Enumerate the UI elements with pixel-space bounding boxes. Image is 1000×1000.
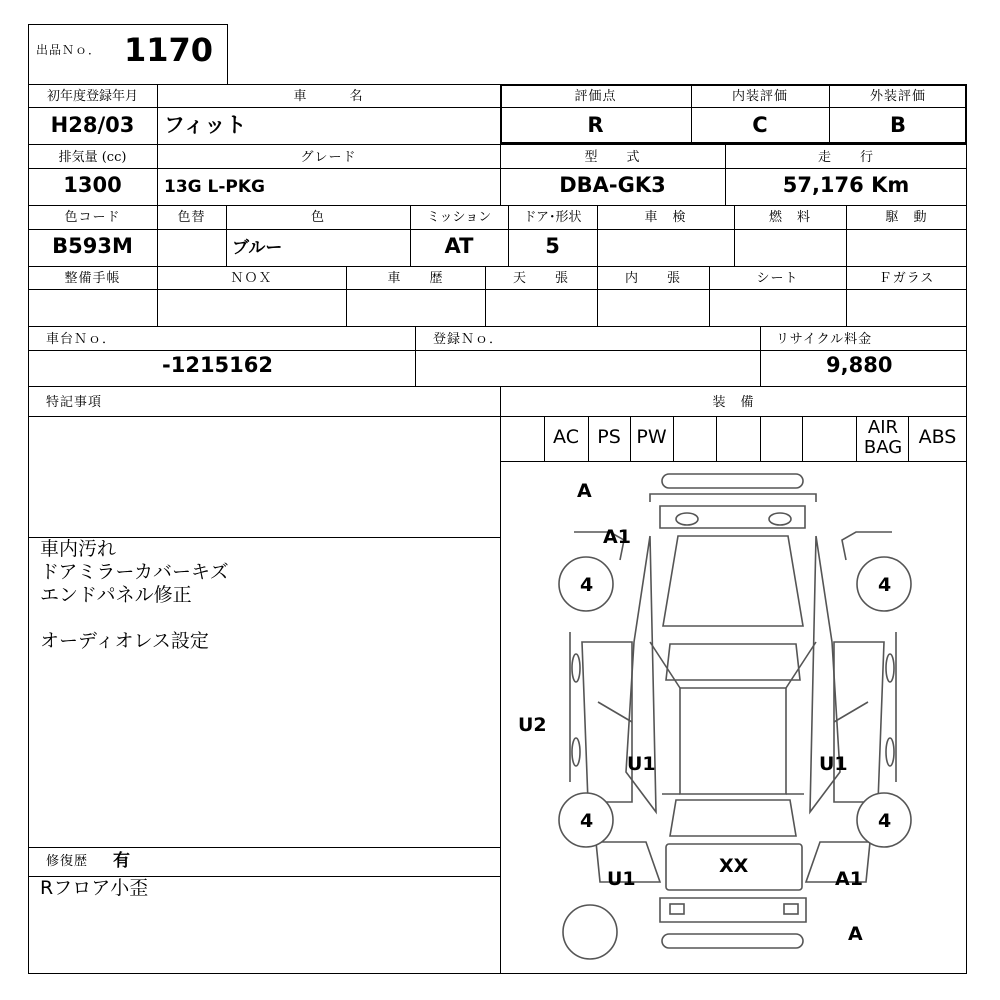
tire-mark-rear-left: 4 [580,810,594,832]
score-label: 評価点 [574,89,617,104]
damage-trunk: XX [719,855,749,877]
damage-rear-right: A1 [835,868,863,890]
damage-rear-bumper: A [848,923,863,945]
sunroof-label: 天 張 [512,271,569,286]
nox-label: ＮＯＸ [230,271,273,286]
first-registration-label: 初年度登録年月 [46,89,138,104]
first-registration-value: H28/03 [50,113,135,137]
color-code-value: B593M [52,234,133,258]
equipment-airbag: AIR BAG [863,417,903,458]
interior-grade-label: 内装評価 [731,89,788,104]
special-notes-label: 特記事項 [46,395,103,410]
note-line: エンドパネル修正 [40,584,192,606]
displacement-label: 排気量 (cc) [58,150,127,165]
car-name-label: 車 名 [293,89,364,104]
fuel-label: 燃 料 [768,210,811,225]
model-label: 型 式 [584,150,641,165]
special-notes-list [40,538,229,653]
note-line [40,607,229,630]
damage-door-left: U1 [627,753,656,775]
drive-label: 駆 動 [885,210,928,225]
spare-tire [563,905,617,959]
damage-front-bumper: A [577,480,592,502]
color-value: ブルー [232,238,283,258]
lot-number: 1170 [124,31,214,69]
lot-number-label: 出品Ｎｏ． [36,43,102,57]
inspection-label: 車 検 [644,210,687,225]
tire-mark-front-left: 4 [580,574,594,596]
repair-history-label: 修復歴 [46,854,89,869]
equipment-pw: PW [636,426,667,448]
equipment-ac: AC [553,426,579,448]
door-label: ドア･形状 [523,210,582,225]
exterior-grade-label: 外装評価 [869,89,926,104]
equipment-abs: ABS [918,426,957,448]
car-name-value: フィット [164,113,247,137]
exterior-grade-value: B [889,113,906,137]
registration-number-label: 登録Ｎｏ． [433,332,504,347]
chassis-number-value: -1215162 [162,353,273,377]
damage-left-side: U2 [518,714,547,736]
displacement-value: 1300 [63,173,122,197]
mileage-value: 57,176 Km [782,173,910,197]
equipment-label: 装 備 [712,395,755,410]
repair-detail: Rフロア小歪 [40,877,149,899]
front-glass-label: Ｆガラス [878,271,935,286]
color-label: 色 [310,210,325,225]
car-history-label: 車 歴 [387,271,444,286]
score-value: R [587,113,604,137]
note-line: ドアミラーカバーキズ [40,561,229,583]
car-damage-diagram [500,462,967,973]
note-line: オーディオレス設定 [40,630,209,652]
repaint-label: 色替 [177,210,206,225]
damage-front-left: A1 [603,526,631,548]
grade-label: グレード [300,150,357,165]
mileage-label: 走 行 [817,150,874,165]
seat-label: シート [756,271,799,286]
damage-rear-left: U1 [607,868,636,890]
interior-trim-label: 内 張 [624,271,681,286]
repair-history-value: 有 [113,851,130,871]
recycle-fee-label: リサイクル料金 [776,332,873,347]
model-value: DBA-GK3 [559,173,666,197]
mission-value: AT [444,234,474,258]
color-code-label: 色コード [64,210,121,225]
door-value: 5 [545,234,560,258]
tire-mark-rear-right: 4 [878,810,892,832]
chassis-number-label: 車台Ｎｏ． [46,332,117,347]
damage-door-right: U1 [819,753,848,775]
interior-grade-value: C [752,113,768,137]
tire-mark-front-right: 4 [878,574,892,596]
grade-value: 13G L-PKG [164,177,266,197]
mission-label: ミッション [426,210,492,225]
recycle-fee-value: 9,880 [826,353,893,377]
equipment-ps: PS [597,426,621,448]
note-line: 車内汚れ [40,538,117,560]
service-record-label: 整備手帳 [64,271,121,286]
